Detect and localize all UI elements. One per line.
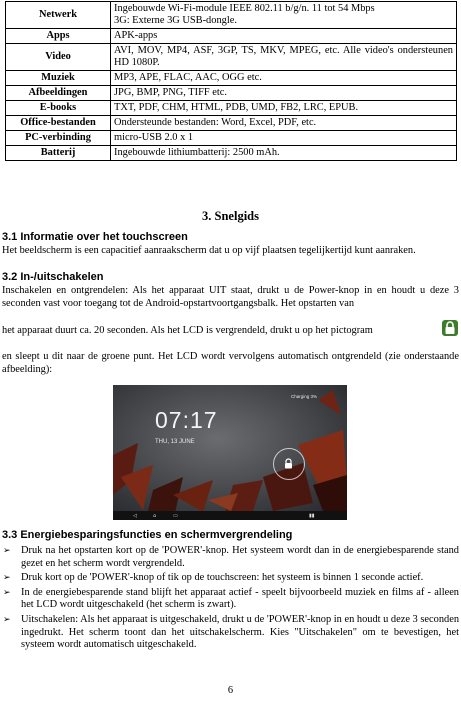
spec-value: Ondersteunde bestanden: Word, Excel, PDF, etc. [111,116,457,131]
spec-row [6,116,457,131]
back-icon: ◁ [133,513,137,519]
bullet-text: Uitschakelen: Als het apparaat is uitgeschakeld, drukt u de 'POWER'-knop in en houdt u deze 3 seconden ingedrukt. Het scherm toont dan het uitschakelscherm. Kies "Uitschakelen" om te bevestigen, het systeem wordt automatisch uitgeschakeld. [21,613,460,651]
heading-3-3: 3.3 Energiebesparingsfuncties en schermvergrendeling [2,529,293,541]
spec-table-body [6,2,457,161]
status-icons: ▮▮ [309,513,315,519]
spec-value: Ingebouwde Wi-Fi-module IEEE 802.11 b/g/n. 11 tot 54 Mbps 3G: Externe 3G USB-dongle. [111,2,457,29]
arrow-bullet-icon: ➢ [3,614,11,625]
spec-key: Netwerk [6,2,111,29]
spec-key: Office-bestanden [6,116,111,131]
spec-key: Apps [6,29,111,44]
lockscreen-clock: 07:17 [155,407,218,433]
bullet-list [0,545,459,654]
padlock-icon [284,458,293,469]
lockscreen-date: THU, 13 JUNE [155,439,195,445]
bullet-item [0,587,459,612]
charging-status: Charging 3% [291,394,318,399]
bullet-item [0,545,459,570]
heading-3-1: 3.1 Informatie over het touchscreen [2,231,188,243]
bullet-text: In de energiebesparende stand blijft het apparaat actief - speelt bijvoorbeeld muziek en films af - alleen het LCD wordt uitgeschakeld (het scherm is zwart). [21,586,459,611]
spec-row [6,131,457,146]
arrow-bullet-icon: ➢ [3,573,11,584]
spec-value: Ingebouwde lithiumbatterij: 2500 mAh. [111,146,457,161]
spec-row [6,44,457,71]
spec-table [5,1,457,161]
spec-key: Video [6,44,111,71]
bullet-item [0,614,459,652]
bullet-text: Druk na het opstarten kort op de 'POWER'-knop. Het systeem wordt dan in de energiebesparende stand gezet en het scherm wordt vergrendeld. [21,545,459,569]
arrow-bullet-icon: ➢ [3,546,11,556]
spec-row [6,2,457,29]
lockscreen-wallpaper [113,385,347,520]
lock-icon [442,320,458,336]
spec-value: MP3, APE, FLAC, AAC, OGG etc. [111,71,457,86]
spec-value: TXT, PDF, CHM, HTML, PDB, UMD, FB2, LRC, EPUB. [111,101,457,116]
heading-3-2: 3.2 In-/uitschakelen [2,271,104,283]
bullet-item [0,572,459,585]
spec-value: micro-USB 2.0 x 1 [111,131,457,146]
arrow-bullet-icon: ➢ [3,587,11,598]
page-number: 6 [227,685,234,696]
android-nav-bar [113,511,347,520]
spec-key: Batterij [6,146,111,161]
spec-key: Muziek [6,71,111,86]
section-title: 3. Snelgids [202,209,259,223]
paragraph-power-on-3: en sleept u dit naar de groene punt. Het LCD wordt vervolgens automatisch ontgrendeld (zie onderstaande afbeelding): [2,351,459,375]
unlock-ring [273,448,305,480]
spec-key: E-books [6,101,111,116]
paragraph-touchscreen: Het beeldscherm is een capacitief aanraakscherm dat u op vijf plaatsen tegelijkertijd kunt aanraken. [2,245,416,256]
spec-value: JPG, BMP, PNG, TIFF etc. [111,86,457,101]
spec-row [6,146,457,161]
paragraph-power-on-2: het apparaat duurt ca. 20 seconden. Als het LCD is vergrendeld, drukt u op het pictogram [2,325,373,336]
spec-row [6,71,457,86]
spec-value: APK-apps [111,29,457,44]
spec-value: AVI, MOV, MP4, ASF, 3GP, TS, MKV, MPEG, etc. Alle video's ondersteunen HD 1080P. [111,44,457,71]
recent-apps-icon: ▭ [173,513,178,519]
home-icon: ⌂ [153,513,157,519]
paragraph-power-on-1: Inschakelen en ontgrendelen: Als het apparaat UIT staat, drukt u de Power-knop in en houdt u deze 3 seconden vast voor toegang tot de Android-opstartvoortgangsbalk. Het opstarten van [2,285,459,309]
spec-key: Afbeeldingen [6,86,111,101]
bullet-text: Druk kort op de 'POWER'-knop of tik op de touchscreen: het systeem is binnen 1 seconde actief. [21,572,424,584]
lockscreen-image [113,385,347,520]
spec-row [6,29,457,44]
spec-row [6,101,457,116]
spec-key: PC-verbinding [6,131,111,146]
spec-row [6,86,457,101]
